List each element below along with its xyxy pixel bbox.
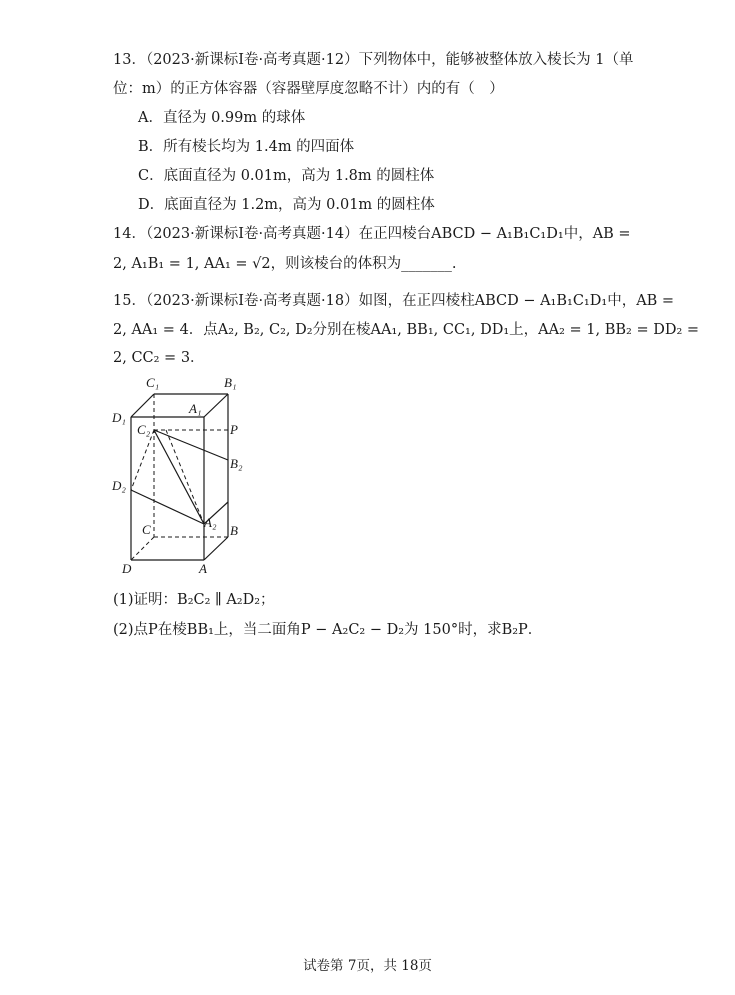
- prism-figure: [106, 372, 276, 581]
- segment-c2d2-hidden: [131, 430, 154, 490]
- label-b2: B₂: [230, 456, 243, 471]
- label-a2: A₂: [204, 515, 217, 530]
- q13-stem-line1: 13．（2023·新课标Ⅰ卷·高考真题·12）下列物体中，能够被整体放入棱长为 1（单: [113, 52, 634, 68]
- segment-c2b2: [154, 430, 228, 460]
- q15-stem-line2: 2, AA₁ = 4．点A₂, B₂, C₂, D₂分别在棱AA₁, BB₁, CC₁, DD₁上，AA₂ = 1, BB₂ = DD₂ =: [113, 322, 700, 338]
- label-d1: D₁: [112, 410, 126, 425]
- label-b: B: [230, 523, 238, 538]
- q13-option-b: B．所有棱长均为 1.4m 的四面体: [138, 139, 355, 155]
- q15-part1: (1)证明：B₂C₂ ∥ A₂D₂；: [113, 592, 275, 608]
- edge-b1a1: [204, 394, 228, 417]
- prism-diagram: [106, 372, 276, 577]
- q15-stem-line3: 2, CC₂ = 3．: [113, 350, 205, 366]
- edge-ab: [204, 537, 228, 560]
- label-d: D: [122, 561, 132, 576]
- q14-stem-line1: 14．（2023·新课标Ⅰ卷·高考真题·14）在正四棱台ABCD − A₁B₁C₁D₁中，AB =: [113, 226, 631, 242]
- edge-c1d1: [131, 394, 154, 417]
- q15-part2: (2)点P在棱BB₁上，当二面角P − A₂C₂ − D₂为 150°时，求B₂P．: [113, 622, 543, 638]
- label-a: A: [199, 561, 207, 576]
- label-c: C: [142, 522, 151, 537]
- q15-stem-line1: 15．（2023·新课标Ⅰ卷·高考真题·18）如图，在正四棱柱ABCD − A₁B₁C₁D₁中，AB =: [113, 293, 675, 309]
- page-footer: 试卷第 7页，共 18页: [303, 958, 432, 974]
- label-d2: D₂: [112, 478, 126, 493]
- label-a1: A₁: [189, 401, 202, 416]
- segment-d2a2: [131, 490, 204, 524]
- q14-stem-line2: 2, A₁B₁ = 1, AA₁ = √2，则该棱台的体积为_______.: [113, 256, 457, 272]
- segment-p-a2-hidden: [166, 430, 204, 524]
- q13-stem-line2: 位：m）的正方体容器（容器壁厚度忽略不计）内的有（ ）: [113, 81, 504, 97]
- q13-option-a: A．直径为 0.99m 的球体: [138, 110, 306, 126]
- q13-option-d: D．底面直径为 1.2m，高为 0.01m 的圆柱体: [138, 197, 435, 213]
- label-b1: B₁: [224, 375, 237, 390]
- label-c1: C₁: [146, 375, 160, 390]
- edge-cd-hidden: [131, 537, 154, 560]
- label-p: P: [230, 422, 238, 437]
- segment-c2a2: [154, 430, 204, 524]
- label-c2: C₂: [137, 422, 151, 437]
- q13-option-c: C．底面直径为 0.01m，高为 1.8m 的圆柱体: [138, 168, 435, 184]
